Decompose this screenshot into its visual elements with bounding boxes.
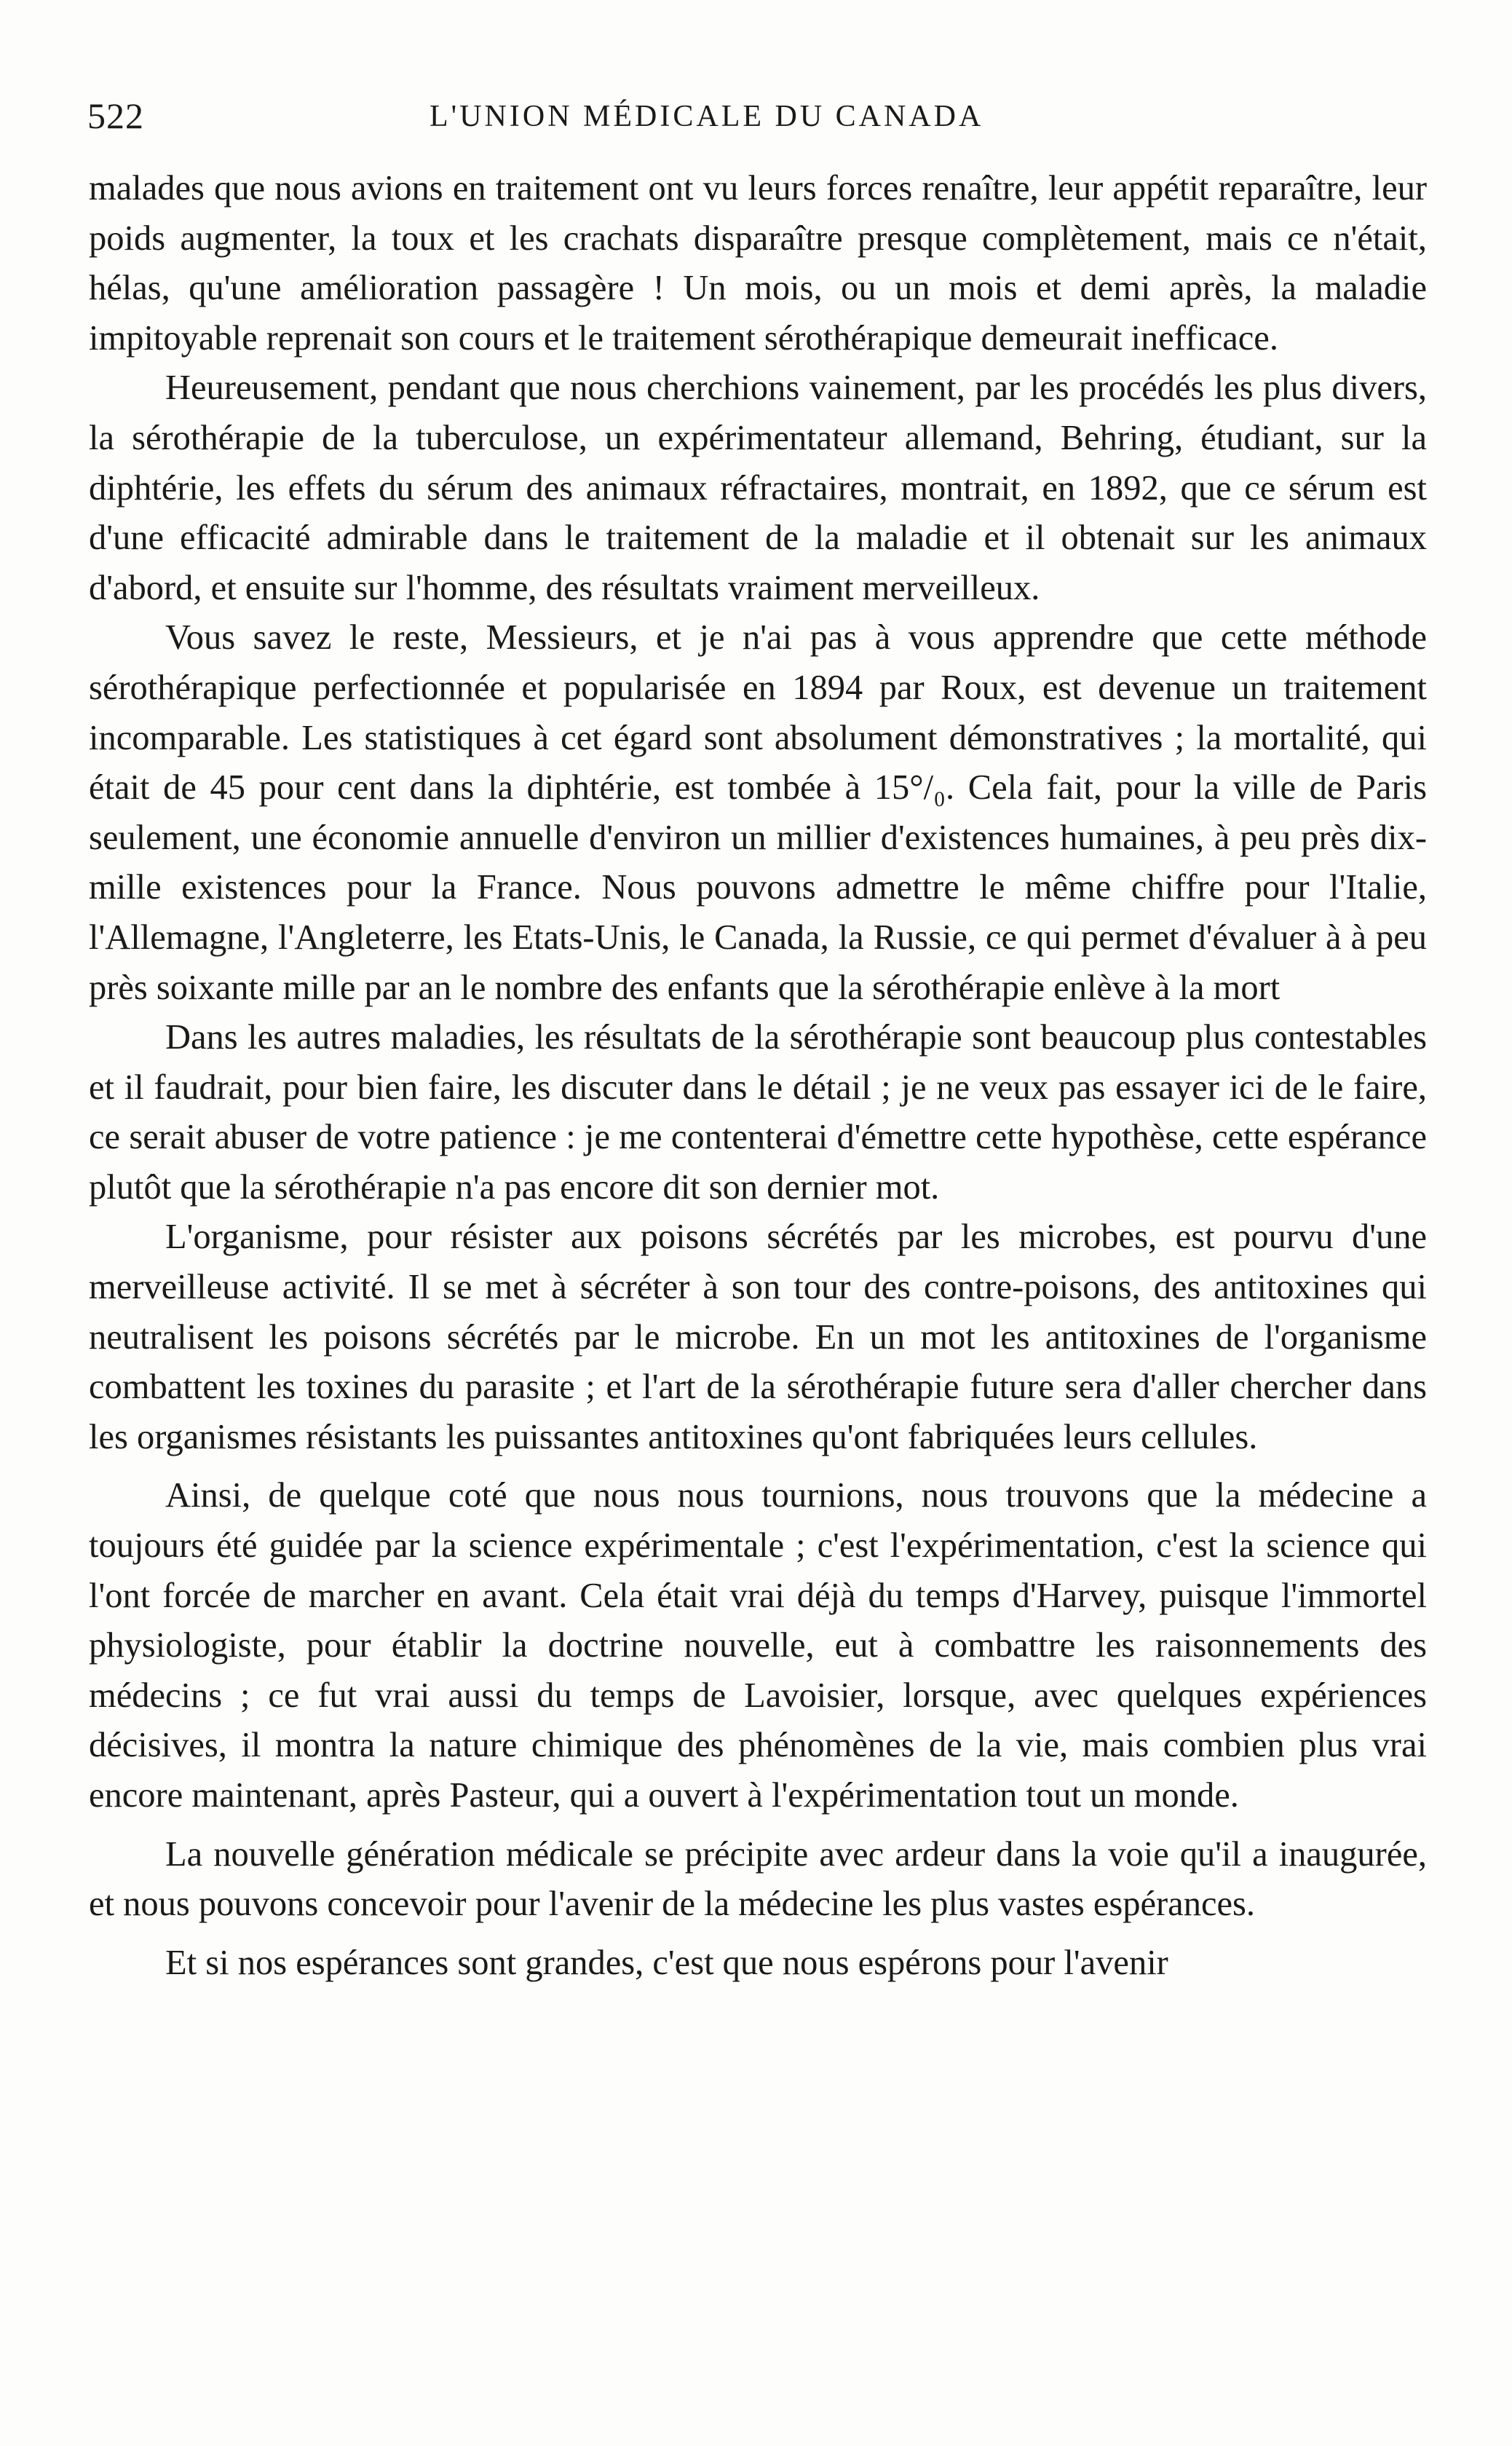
article-body bbox=[89, 164, 1427, 1988]
page-header bbox=[87, 95, 1434, 146]
paragraph: Heureusement, pendant que nous cherchions vainement, par les procédés les plus divers, la sérothérapie de la tuberculose, un expérimentateur allemand, Behring, étudiant, sur la diphtérie, les effets du sérum des animaux réfractaires, montrait, en 1892, que ce sérum est d'une efficacité admirable dans le traitement de la maladie et il obtenait sur les animaux d'abord, et ensuite sur l'homme, des résultats vraiment merveilleux. bbox=[89, 368, 1427, 607]
paragraph: Et si nos espérances sont grandes, c'est que nous espérons pour l'avenir bbox=[165, 1943, 1168, 1982]
paragraph: malades que nous avions en traitement ont vu leurs forces renaître, leur appétit reparaître, leur poids augmenter, la toux et les crachats disparaître presque complètement, mais ce n'était, hélas, qu'une amélioration passagère ! Un mois, ou un mois et demi après, la maladie impitoyable reprenait son cours et le traitement sérothérapique demeurait inefficace. bbox=[89, 169, 1427, 358]
paragraph: L'organisme, pour résister aux poisons sécrétés par les microbes, est pourvu d'une merveilleuse activité. Il se met à sécréter à son tour des contre-poisons, des antitoxines qui neutralisent les poisons sécrétés par le microbe. En un mot les antitoxines de l'organisme combattent les toxines du parasite ; et l'art de la sérothérapie future sera d'aller chercher dans les organismes résistants les puissantes antitoxines qu'ont fabriquées leurs cellules. bbox=[89, 1218, 1427, 1456]
paragraph: Ainsi, de quelque coté que nous nous tournions, nous trouvons que la médecine a toujours été guidée par la science expérimentale ; c'est l'expérimentation, c'est la science qui l'ont forcée de marcher en avant. Cela était vrai déjà du temps d'Harvey, puisque l'immortel physiologiste, pour établir la doctrine nouvelle, eut à combattre les raisonnements des médecins ; ce fut vrai aussi du temps de Lavoisier, lorsque, avec quelques expériences décisives, il montra la nature chimique des phénomènes de la vie, mais combien plus vrai encore maintenant, après Pasteur, qui a ouvert à l'expérimentation tout un monde. bbox=[89, 1476, 1427, 1815]
running-title: L'UNION MÉDICALE DU CANADA bbox=[430, 100, 984, 133]
paragraph: Dans les autres maladies, les résultats de la sérothérapie sont beaucoup plus contestables et il faudrait, pour bien faire, les discuter dans le détail ; je ne veux pas essayer ici de le faire, ce serait abuser de votre patience : je me contenterai d'émettre cette hypothèse, cette espérance plutôt que la sérothérapie n'a pas encore dit son dernier mot. bbox=[89, 1018, 1427, 1207]
page-number: 522 bbox=[87, 95, 144, 136]
paragraph: La nouvelle génération médicale se précipite avec ardeur dans la voie qu'il a inaugurée, et nous pouvons concevoir pour l'avenir de la médecine les plus vastes espérances. bbox=[89, 1834, 1427, 1924]
paragraph: Vous savez le reste, Messieurs, et je n'ai pas à vous apprendre que cette méthode sérothérapique perfectionnée et popularisée en 1894 par Roux, est devenue un traitement incomparable. Les statistiques à cet égard sont absolument démonstratives ; la mortalité, qui était de 45 pour cent dans la diphtérie, est tombée à 15°/₀. Cela fait, pour la ville de Paris seulement, une économie annuelle d'environ un millier d'existences humaines, à peu près dix-mille existences pour la France. Nous pouvons admettre le même chiffre pour l'Italie, l'Allemagne, l'Angleterre, les Etats-Unis, le Canada, la Russie, ce qui permet d'évaluer à à peu près soixante mille par an le nombre des enfants que la sérothérapie enlève à la mort bbox=[89, 618, 1427, 1007]
